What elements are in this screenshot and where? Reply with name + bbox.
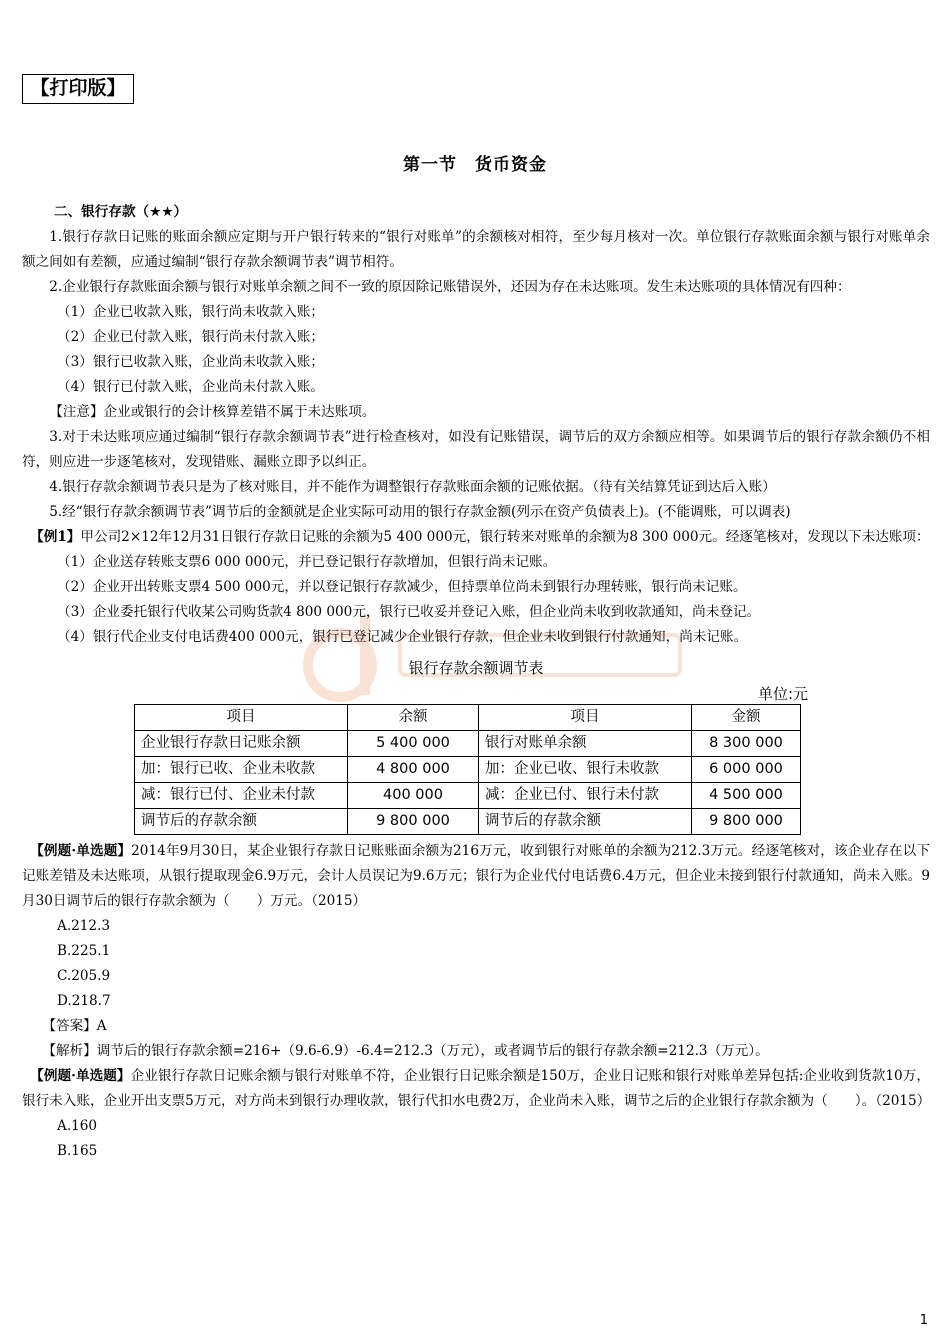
- paragraph-4: 4.银行存款余额调节表只是为了核对账目，并不能作为调整银行存款账面余额的记账依据。（待有关结算凭证到达后入账）: [49, 479, 776, 495]
- question-1: [22, 839, 930, 914]
- option-a: A.212.3: [57, 918, 111, 934]
- list-item: （2）企业开出转账支票4 500 000元，并以登记银行存款减少，但持票单位尚未到银行办理转账，银行尚未记账。: [57, 579, 747, 595]
- list-item: （3）银行已收款入账，企业尚未收款入账；: [57, 354, 324, 370]
- option-d: D.218.7: [57, 993, 111, 1009]
- table-title: 银行存款余额调节表: [408, 659, 544, 677]
- table-header-cell: 余额: [348, 705, 479, 731]
- reconciliation-table: [134, 704, 801, 835]
- main-content: [22, 200, 930, 1164]
- example-1-text: 甲公司2×12年12月31日银行存款日记账的余额为5 400 000元，银行转来对账单的余额为8 300 000元。经逐笔核对，发现以下未达账项：: [80, 529, 930, 545]
- list-item: （4）银行已付款入账，企业尚未付款入账。: [57, 379, 324, 395]
- option-b: B.225.1: [57, 943, 111, 959]
- table-row: [135, 783, 801, 809]
- table-cell: 调节后的存款余额: [135, 809, 348, 835]
- table-header-cell: 金额: [692, 705, 801, 731]
- list-item: （1）企业已收款入账，银行尚未收款入账；: [57, 304, 324, 320]
- paragraph-5: 5.经“银行存款余额调节表”调节后的金额就是企业实际可动用的银行存款金额(列示在资产负债表上)。(不能调账，可以调表): [49, 504, 791, 520]
- option-c: C.205.9: [57, 968, 111, 984]
- table-row: [135, 757, 801, 783]
- question-1-text: 2014年9月30日，某企业银行存款日记账账面余额为216万元，收到银行对账单的余额为212.3万元。经逐笔核对，该企业存在以下记账差错及未达账项，从银行提取现金6.9万元，会计人员误记为9.6万元；银行为企业代付电话费6.4万元，但企业未接到银行付款通知，尚未入账。9月30日调节后的银行存款余额为（ ）万元。（2015）: [22, 843, 930, 909]
- table-cell: 9 800 000: [692, 809, 801, 835]
- paragraph-3: 3.对于未达账项应通过编制“银行存款余额调节表”进行检查核对，如没有记账错误，调节后的双方余额应相等。如果调节后的银行存款余额仍不相符，则应进一步逐笔核对，发现错账、漏账立即予以纠正。: [22, 429, 930, 470]
- question-2: [22, 1064, 930, 1114]
- example-1: [22, 525, 930, 550]
- paragraph-1: 1.银行存款日记账的账面余额应定期与开户银行转来的“银行对账单”的余额核对相符，至少每月核对一次。单位银行存款账面余额与银行对账单余额之间如有差额，应通过编制“银行存款余额调节表”调节相符。: [22, 229, 930, 270]
- analysis: 【解析】调节后的银行存款余额=216+（9.6-6.9）-6.4=212.3（万元），或者调节后的银行存款余额=212.3（万元）。: [42, 1043, 769, 1059]
- table-cell: 6 000 000: [692, 757, 801, 783]
- table-cell: 调节后的存款余额: [479, 809, 692, 835]
- table-cell: 8 300 000: [692, 731, 801, 757]
- table-cell: 400 000: [348, 783, 479, 809]
- reconciliation-table-block: [22, 652, 930, 839]
- table-unit: 单位:元: [757, 685, 808, 703]
- table-header-cell: 项目: [135, 705, 348, 731]
- table-cell: 加：银行已收、企业未收款: [135, 757, 348, 783]
- table-row: [135, 809, 801, 835]
- note: 【注意】企业或银行的会计核算差错不属于未达账项。: [49, 404, 376, 420]
- table-header-cell: 项目: [479, 705, 692, 731]
- table-row: [135, 731, 801, 757]
- table-cell: 5 400 000: [348, 731, 479, 757]
- paragraph-2: 2.企业银行存款账面余额与银行对账单余额之间不一致的原因除记账错误外，还因为存在未达账项。发生未达账项的具体情况有四种：: [49, 279, 851, 295]
- table-cell: 4 500 000: [692, 783, 801, 809]
- question-1-lead: 【例题·单选题】: [30, 843, 132, 859]
- table-cell: 9 800 000: [348, 809, 479, 835]
- list-item: （1）企业送存转账支票6 000 000元，并已登记银行存款增加，但银行尚未记账。: [57, 554, 557, 570]
- list-item: （2）企业已付款入账，银行尚未付款入账；: [57, 329, 324, 345]
- list-item: （4）银行代企业支付电话费400 000元，银行已登记减少企业银行存款，但企业未收到银行付款通知，尚未记账。: [57, 629, 748, 645]
- section-heading: 二、银行存款（★★）: [54, 204, 188, 220]
- table-header-row: [135, 705, 801, 731]
- table-cell: 企业银行存款日记账余额: [135, 731, 348, 757]
- question-2-lead: 【例题·单选题】: [30, 1068, 131, 1084]
- question-2-text: 企业银行存款日记账余额与银行对账单不符，企业银行日记账余额是150万，企业日记账和银行对账单差异包括:企业收到货款10万，银行未入账，企业开出支票5万元，对方尚未到银行办理收款，银行代扣水电费2万，企业尚未入账，调节之后的企业银行存款余额为（ ）。（2015）: [22, 1068, 931, 1109]
- table-cell: 减：企业已付、银行未付款: [479, 783, 692, 809]
- table-cell: 减：银行已付、企业未付款: [135, 783, 348, 809]
- answer: 【答案】A: [42, 1018, 107, 1034]
- print-version-tag: 【打印版】: [22, 74, 134, 104]
- table-cell: 4 800 000: [348, 757, 479, 783]
- page-number: 1: [919, 1313, 928, 1328]
- option-b: B.165: [57, 1143, 98, 1159]
- option-a: A.160: [57, 1118, 98, 1134]
- table-cell: 加：企业已收、银行未收款: [479, 757, 692, 783]
- table-cell: 银行对账单余额: [479, 731, 692, 757]
- example-1-lead: 【例1】: [30, 529, 81, 545]
- section-title: 第一节 货币资金: [403, 155, 547, 175]
- list-item: （3）企业委托银行代收某公司购货款4 800 000元，银行已收妥并登记入账，但企业尚未收到收款通知，尚未登记。: [57, 604, 761, 620]
